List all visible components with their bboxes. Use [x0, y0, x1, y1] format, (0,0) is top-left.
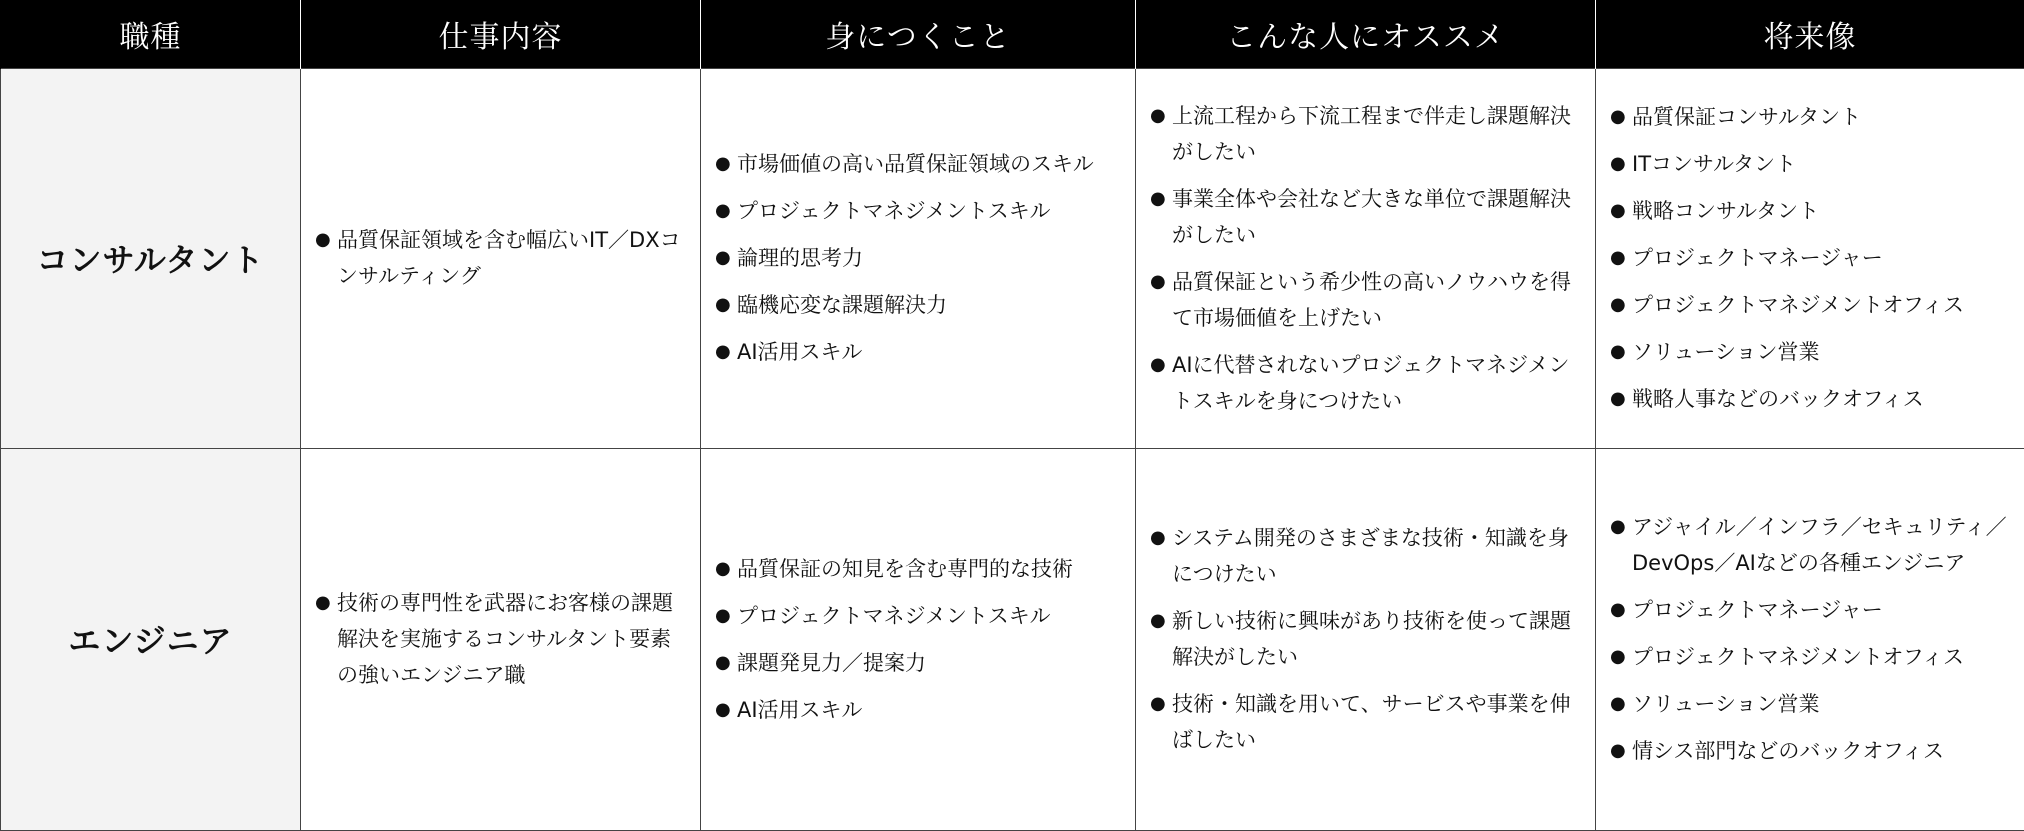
- bullet-icon: ●: [715, 598, 731, 634]
- table-row-engineer: [1, 448, 2024, 830]
- bullet-icon: ●: [1150, 264, 1166, 300]
- bullet-icon: ●: [1150, 520, 1166, 556]
- list-item: ● AIに代替されないプロジェクトマネジメントスキルを身につけたい: [1150, 347, 1583, 419]
- skills-list: [715, 146, 1123, 370]
- bullet-icon: ●: [1610, 146, 1626, 182]
- list-item: ● 臨機応変な課題解決力: [715, 287, 1123, 323]
- bullet-icon: ●: [1610, 686, 1626, 722]
- list-item: ● プロジェクトマネージャー: [1610, 592, 2012, 628]
- list-item: ● システム開発のさまざまな技術・知識を身につけたい: [1150, 520, 1583, 592]
- work-cell-consultant: [301, 68, 701, 448]
- role-name-consultant: コンサルタント: [1, 68, 301, 448]
- list-item: ● プロジェクトマネジメントスキル: [715, 598, 1123, 634]
- list-item: ● ITコンサルタント: [1610, 146, 2012, 182]
- header-job-type: 職種: [1, 0, 301, 68]
- recommended-list: [1150, 520, 1583, 758]
- bullet-icon: ●: [715, 146, 731, 182]
- bullet-icon: ●: [715, 334, 731, 370]
- header-skills-gained: 身につくこと: [701, 0, 1136, 68]
- list-item: ● プロジェクトマネジメントオフィス: [1610, 639, 2012, 675]
- bullet-icon: ●: [1610, 240, 1626, 276]
- list-item: ● プロジェクトマネージャー: [1610, 240, 2012, 276]
- future-cell-engineer: [1596, 448, 2024, 830]
- header-future-career: 将来像: [1596, 0, 2024, 68]
- bullet-icon: ●: [715, 645, 731, 681]
- list-item: ● 技術の専門性を武器にお客様の課題解決を実施するコンサルタント要素の強いエンジニア職: [315, 585, 688, 693]
- table-row-consultant: [1, 68, 2024, 448]
- bullet-icon: ●: [1150, 686, 1166, 722]
- bullet-icon: ●: [1610, 592, 1626, 628]
- work-cell-engineer: [301, 448, 701, 830]
- work-list: [315, 222, 688, 294]
- list-item: ● 戦略人事などのバックオフィス: [1610, 381, 2012, 417]
- list-item: ● プロジェクトマネジメントオフィス: [1610, 287, 2012, 323]
- bullet-icon: ●: [715, 240, 731, 276]
- bullet-icon: ●: [1610, 193, 1626, 229]
- list-item: ● プロジェクトマネジメントスキル: [715, 193, 1123, 229]
- list-item: ● 技術・知識を用いて、サービスや事業を伸ばしたい: [1150, 686, 1583, 758]
- list-item: ● 論理的思考力: [715, 240, 1123, 276]
- header-job-description: 仕事内容: [301, 0, 701, 68]
- bullet-icon: ●: [1610, 509, 1626, 545]
- list-item: ● 品質保証という希少性の高いノウハウを得て市場価値を上げたい: [1150, 264, 1583, 336]
- bullet-icon: ●: [1610, 287, 1626, 323]
- work-list: [315, 585, 688, 693]
- skills-cell-consultant: [701, 68, 1136, 448]
- recommended-cell-engineer: [1136, 448, 1596, 830]
- list-item: ● 品質保証領域を含む幅広いIT／DXコンサルティング: [315, 222, 688, 294]
- list-item: ● ソリューション営業: [1610, 686, 2012, 722]
- list-item: ● 課題発見力／提案力: [715, 645, 1123, 681]
- bullet-icon: ●: [715, 692, 731, 728]
- bullet-icon: ●: [1150, 347, 1166, 383]
- list-item: ● アジャイル／インフラ／セキュリティ／DevOps／AIなどの各種エンジニア: [1610, 509, 2012, 581]
- list-item: ● 品質保証コンサルタント: [1610, 99, 2012, 135]
- bullet-icon: ●: [715, 287, 731, 323]
- bullet-icon: ●: [315, 222, 331, 258]
- header-recommended-for: こんな人にオススメ: [1136, 0, 1596, 68]
- table-header-row: [1, 0, 2024, 68]
- list-item: ● 上流工程から下流工程まで伴走し課題解決がしたい: [1150, 98, 1583, 170]
- list-item: ● AI活用スキル: [715, 692, 1123, 728]
- future-cell-consultant: [1596, 68, 2024, 448]
- bullet-icon: ●: [1610, 639, 1626, 675]
- bullet-icon: ●: [1150, 603, 1166, 639]
- recommended-cell-consultant: [1136, 68, 1596, 448]
- list-item: ● AI活用スキル: [715, 334, 1123, 370]
- list-item: ● 新しい技術に興味があり技術を使って課題解決がしたい: [1150, 603, 1583, 675]
- recommended-list: [1150, 98, 1583, 419]
- list-item: ● ソリューション営業: [1610, 334, 2012, 370]
- bullet-icon: ●: [315, 585, 331, 621]
- bullet-icon: ●: [1610, 381, 1626, 417]
- bullet-icon: ●: [1610, 99, 1626, 135]
- list-item: ● 品質保証の知見を含む専門的な技術: [715, 551, 1123, 587]
- bullet-icon: ●: [1610, 733, 1626, 769]
- bullet-icon: ●: [1150, 98, 1166, 134]
- list-item: ● 市場価値の高い品質保証領域のスキル: [715, 146, 1123, 182]
- role-name-engineer: エンジニア: [1, 448, 301, 830]
- future-list: [1610, 509, 2012, 769]
- skills-cell-engineer: [701, 448, 1136, 830]
- bullet-icon: ●: [715, 551, 731, 587]
- bullet-icon: ●: [1150, 181, 1166, 217]
- list-item: ● 情シス部門などのバックオフィス: [1610, 733, 2012, 769]
- list-item: ● 戦略コンサルタント: [1610, 193, 2012, 229]
- list-item: ● 事業全体や会社など大きな単位で課題解決がしたい: [1150, 181, 1583, 253]
- bullet-icon: ●: [715, 193, 731, 229]
- bullet-icon: ●: [1610, 334, 1626, 370]
- future-list: [1610, 99, 2012, 417]
- skills-list: [715, 551, 1123, 728]
